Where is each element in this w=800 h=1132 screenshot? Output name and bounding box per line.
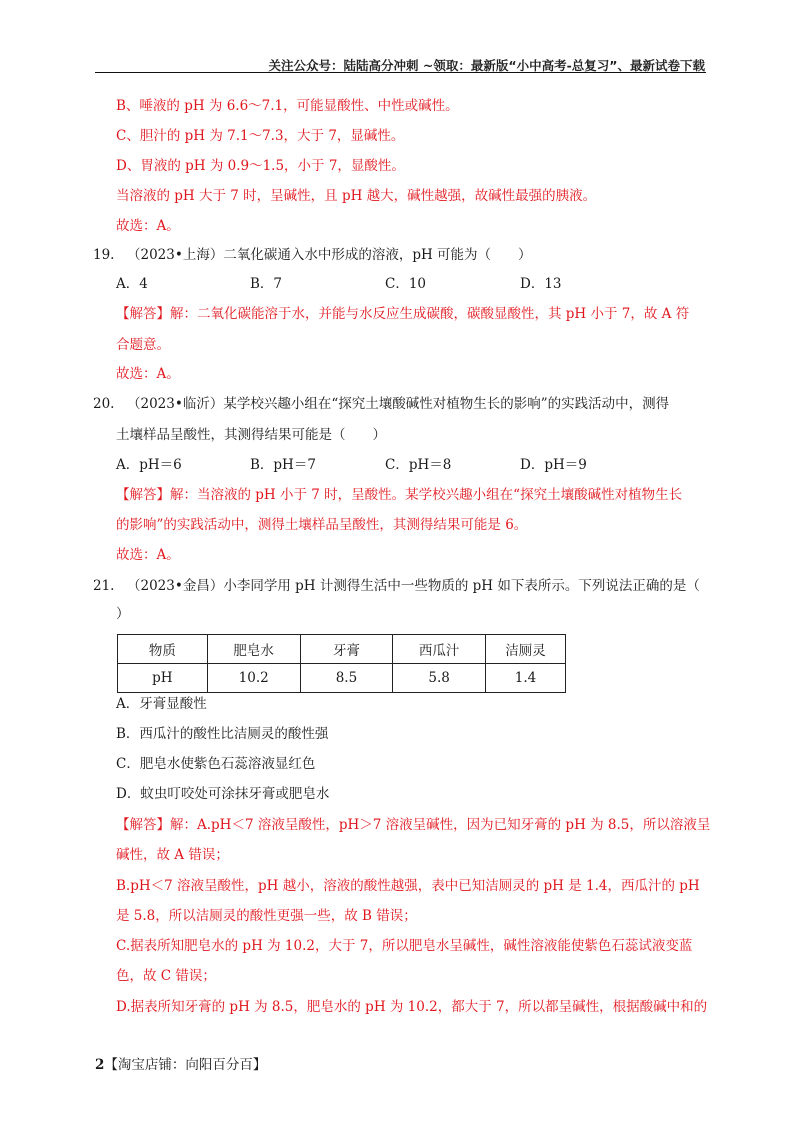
- q20-answer-line2: 的影响”的实践活动中，测得土壤样品呈酸性，其测得结果可能是 6。: [116, 517, 528, 533]
- q20-answer-line1: 【解答】解：当溶液的 pH 小于 7 时，呈酸性。某学校兴趣小组在“探究土壤酸碱性对植物生长: [116, 487, 683, 503]
- q21-option-a: A．牙膏显酸性: [116, 696, 207, 712]
- q21-number: 21.: [93, 578, 115, 594]
- q19-option-b: B．7: [250, 276, 283, 292]
- q20-option-d: D．pH＝9: [520, 457, 587, 473]
- q20-stem-line1: （2023•临沂）某学校兴趣小组在“探究土壤酸碱性对植物生长的影响”的实践活动中，测得: [127, 396, 670, 412]
- q21-answer-line: D.据表所知牙膏的 pH 为 8.5，肥皂水的 pH 为 10.2，都大于 7，所以都呈碱性，根据酸碱中和的: [116, 999, 708, 1015]
- q21-answer-line: 是 5.8，所以洁厕灵的酸性更强一些，故 B 错误；: [116, 908, 417, 924]
- q19-choice: 故选：A。: [116, 366, 180, 382]
- q20-option-a: A．pH＝6: [116, 457, 182, 473]
- table-cell: 5.8: [393, 664, 486, 693]
- q21-answer-line: C.据表所知肥皂水的 pH 为 10.2，大于 7，所以肥皂水呈碱性，碱性溶液能使紫色石蕊试液变蓝: [116, 938, 693, 954]
- q21-option-c: C．肥皂水使紫色石蕊溶液显红色: [116, 756, 316, 772]
- q19-number: 19.: [93, 247, 115, 263]
- header-divider: [95, 72, 706, 73]
- table-cell: 10.2: [207, 664, 300, 693]
- q19-stem: （2023•上海）二氧化碳通入水中形成的溶液，pH 可能为（ ）: [127, 247, 532, 263]
- q19-answer-line1: 【解答】解：二氧化碳能溶于水，并能与水反应生成碳酸，碳酸显酸性，其 pH 小于 7，故 A 符: [116, 306, 690, 322]
- table-row: [118, 664, 566, 693]
- q20-stem-line2: 土壤样品呈酸性，其测得结果可能是（ ）: [116, 427, 386, 443]
- prev-answer-b: B、唾液的 pH 为 6.6～7.1，可能显酸性、中性或碱性。: [116, 98, 459, 114]
- q21-option-d: D．蚊虫叮咬处可涂抹牙膏或肥皂水: [116, 786, 330, 802]
- q19-option-c: C．10: [385, 276, 427, 292]
- prev-answer-c: C、胆汁的 pH 为 7.1～7.3，大于 7，显碱性。: [116, 128, 405, 144]
- page-footer: [95, 1055, 266, 1075]
- table-header-cell: 洁厕灵: [486, 635, 566, 664]
- prev-answer-choice: 故选：A。: [116, 218, 180, 234]
- table-header-cell: 物质: [118, 635, 208, 664]
- page-number: 2: [95, 1057, 105, 1073]
- q19-option-a: A．4: [116, 276, 148, 292]
- q21-stem-line1: （2023•金昌）小李同学用 pH 计测得生活中一些物质的 pH 如下表所示。下列说法正确的是（: [127, 578, 700, 594]
- q20-number: 20.: [93, 396, 115, 412]
- table-cell: pH: [118, 664, 208, 693]
- table-header-cell: 肥皂水: [207, 635, 300, 664]
- table-header-cell: 牙膏: [300, 635, 393, 664]
- q21-answer-line: 碱性，故 A 错误；: [116, 847, 229, 863]
- footer-shop-text: 【淘宝店铺：向阳百分百】: [104, 1057, 267, 1073]
- q20-choice: 故选：A。: [116, 547, 180, 563]
- table-cell: 1.4: [486, 664, 566, 693]
- q21-stem-line2: ）: [116, 606, 130, 622]
- q21-answer-line: 色，故 C 错误；: [116, 968, 216, 984]
- table-cell: 8.5: [300, 664, 393, 693]
- table-row: [118, 635, 566, 664]
- prev-answer-summary: 当溶液的 pH 大于 7 时，呈碱性，且 pH 越大，碱性越强，故碱性最强的胰液。: [116, 188, 597, 204]
- q21-answer-line: 【解答】解：A.pH＜7 溶液呈酸性，pH＞7 溶液呈碱性，因为已知牙膏的 pH 为 8.5，所以溶液呈: [116, 817, 711, 833]
- q19-option-d: D．13: [520, 276, 562, 292]
- ph-table: [117, 634, 566, 693]
- table-header-cell: 西瓜汁: [393, 635, 486, 664]
- q20-option-c: C．pH＝8: [385, 457, 452, 473]
- q21-option-b: B．西瓜汁的酸性比洁厕灵的酸性强: [116, 726, 329, 742]
- page-header: 关注公众号：陆陆高分冲刺 ~领取：最新版“小中高考-总复习”、最新试卷下载: [268, 58, 705, 73]
- q20-option-b: B．pH＝7: [250, 457, 316, 473]
- q19-answer-line2: 合题意。: [116, 337, 170, 353]
- prev-answer-d: D、胃液的 pH 为 0.9～1.5，小于 7，显酸性。: [116, 158, 405, 174]
- q21-answer-line: B.pH＜7 溶液呈酸性，pH 越小，溶液的酸性越强，表中已知洁厕灵的 pH 是 1.4，西瓜汁的 pH: [116, 878, 700, 894]
